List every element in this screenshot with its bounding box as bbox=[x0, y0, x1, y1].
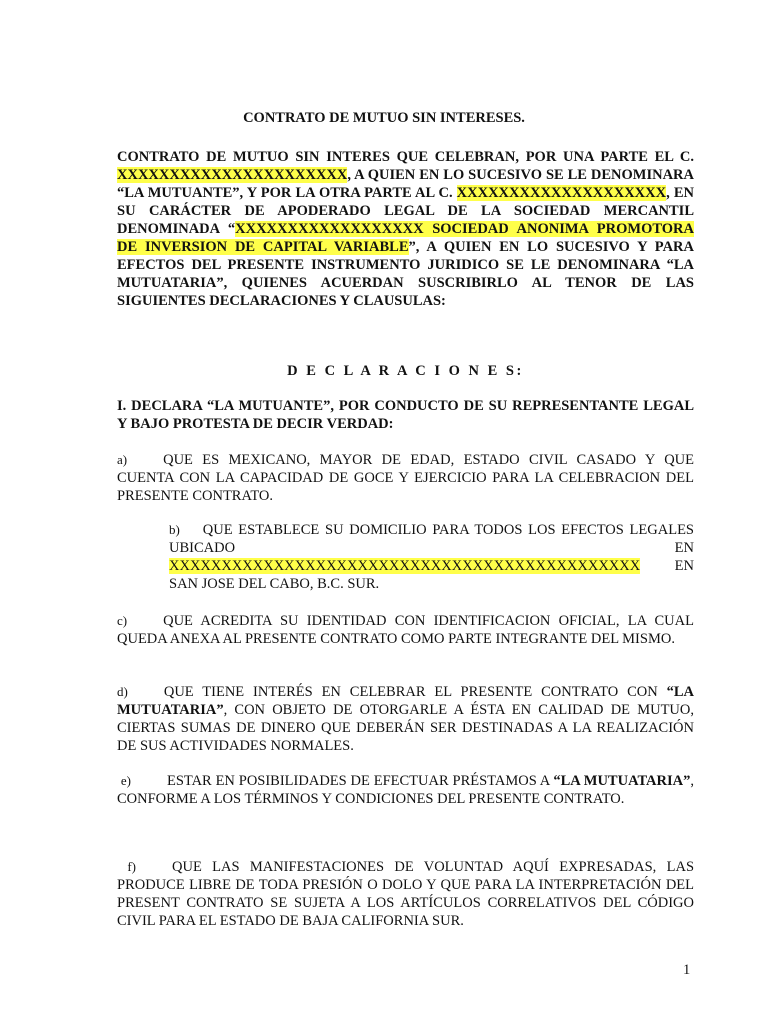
item-b-tail: EN SAN JOSE DEL CABO, B.C. SUR. bbox=[169, 558, 694, 592]
declaration-item-e bbox=[117, 772, 694, 808]
item-d-text-1: QUE TIENE INTERÉS EN CELEBRAR EL PRESENTE CONTRATO CON bbox=[163, 684, 667, 700]
item-f-label: f) bbox=[127, 859, 136, 874]
intro-text-1: CONTRATO DE MUTUO SIN INTERES QUE CELEBRAN, POR UNA PARTE EL C. bbox=[117, 149, 694, 165]
item-e-text-1: ESTAR EN POSIBILIDADES DE EFECTUAR PRÉSTAMOS A bbox=[166, 773, 554, 789]
intro-text-2: , A QUIEN EN LO SUCESIVO SE LE DENOMINARA “LA MUTUANTE”, Y POR LA OTRA PARTE AL C. bbox=[117, 167, 694, 201]
document-title: CONTRATO DE MUTUO SIN INTERESES. bbox=[243, 110, 525, 126]
declaration-item-a bbox=[117, 451, 694, 505]
item-e-mutuataria: “LA MUTUATARIA” bbox=[553, 773, 691, 789]
intro-text-4: ”, A QUIEN EN LO SUCESIVO Y PARA EFECTOS DEL PRESENTE INSTRUMENTO JURIDICO SE LE DENOMINARA “LA MUTUATARIA”, QUIENES ACUERDAN SUSCRIBIRLO AL TENOR DE LAS SIGUIENTES DECLARACIONES Y CLAUSULAS: bbox=[117, 239, 695, 309]
page-number: 1 bbox=[683, 962, 691, 978]
item-c-text: QUE ACREDITA SU IDENTIDAD CON IDENTIFICACION OFICIAL, LA CUAL QUEDA ANEXA AL PRESENTE CONTRATO COMO PARTE INTEGRANTE DEL MISMO. bbox=[117, 613, 694, 647]
item-e-text-2: , CONFORME A LOS TÉRMINOS Y CONDICIONES DEL PRESENTE CONTRATO. bbox=[117, 773, 694, 807]
declaraciones-heading: D E C L A R A C I O N E S: bbox=[287, 363, 524, 379]
intro-paragraph bbox=[117, 148, 694, 310]
company-name-placeholder: XXXXXXXXXXXXXXXXXX SOCIEDAD ANONIMA PROMOTORA DE INVERSION DE CAPITAL VARIABLE bbox=[117, 221, 694, 255]
item-b-text: QUE ESTABLECE SU DOMICILIO PARA TODOS LOS EFECTOS LEGALES UBICADO EN bbox=[169, 522, 694, 556]
declaration-item-b bbox=[169, 521, 694, 593]
declaration-item-d bbox=[117, 683, 694, 755]
declaration-item-c bbox=[117, 612, 694, 648]
item-a-text: QUE ES MEXICANO, MAYOR DE EDAD, ESTADO CIVIL CASADO Y QUE CUENTA CON LA CAPACIDAD DE GOCE Y EJERCICIO PARA LA CELEBRACION DEL PRESENTE CONTRATO. bbox=[117, 452, 694, 504]
item-d-text-2: , CON OBJETO DE OTORGARLE A ÉSTA EN CALIDAD DE MUTUO, CIERTAS SUMAS DE DINERO QUE DEBERÁN SER DESTINADAS A LA REALIZACIÓN DE SUS ACTIVIDADES NORMALES. bbox=[117, 702, 694, 754]
apoderado-name-placeholder: XXXXXXXXXXXXXXXXXXXX bbox=[456, 185, 667, 201]
item-b-label: b) bbox=[169, 522, 180, 537]
address-placeholder: XXXXXXXXXXXXXXXXXXXXXXXXXXXXXXXXXXXXXXXXXXXXX bbox=[169, 558, 641, 574]
section-1-heading: I. DECLARA “LA MUTUANTE”, POR CONDUCTO DE SU REPRESENTANTE LEGAL Y BAJO PROTESTA DE DECIR VERDAD: bbox=[117, 398, 694, 432]
item-a-label: a) bbox=[117, 452, 128, 467]
item-d-label: d) bbox=[117, 684, 128, 699]
mutuante-name-placeholder: XXXXXXXXXXXXXXXXXXXXXX bbox=[117, 167, 348, 183]
intro-text-3: , EN SU CARÁCTER DE APODERADO LEGAL DE LA SOCIEDAD MERCANTIL DENOMINADA “ bbox=[117, 185, 694, 237]
declaration-item-f bbox=[117, 858, 694, 930]
item-e-label: e) bbox=[120, 773, 131, 788]
item-f-text: QUE LAS MANIFESTACIONES DE VOLUNTAD AQUÍ EXPRESADAS, LAS PRODUCE LIBRE DE TODA PRESIÓN O DOLO Y QUE PARA LA INTERPRETACIÓN DEL PRESENT CONTRATO SE SUJETA A LOS ARTÍCULOS CORRELATIVOS DEL CÓDIGO CIVIL PARA EL ESTADO DE BAJA CALIFORNIA SUR. bbox=[117, 859, 695, 929]
item-c-label: c) bbox=[117, 613, 128, 628]
item-d-mutuataria: “LA MUTUATARIA” bbox=[117, 684, 694, 718]
